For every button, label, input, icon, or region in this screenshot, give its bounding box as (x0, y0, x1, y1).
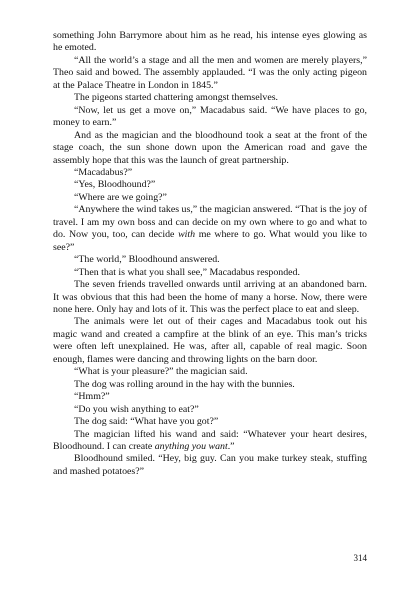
paragraph: “Now, let us get a move on,” Macadabus said. “We have places to go, money to earn.” (53, 104, 367, 129)
paragraph: The seven friends travelled onwards until arriving at an abandoned barn. It was obvious that this had been the home of many a horse. Now, there were none here. Only hay and lots of it. This was the perfect place to eat and sleep. (53, 279, 367, 315)
paragraph: “All the world’s a stage and all the men and women are merely players,” Theo said and bowed. The assembly applauded. “I was the only acting pigeon at the Palace Theatre in London in 1845.” (53, 54, 367, 91)
paragraph: “Then that is what you shall see,” Macadabus responded. (74, 266, 300, 278)
paragraph: The magician lifted his wand and said: “Whatever your heart desires, Bloodhound. I can create anything you want.” (53, 428, 367, 452)
paragraph: “Macadabus?” (74, 166, 133, 178)
paragraph: The pigeons started chattering amongst themselves. (74, 92, 279, 104)
paragraph: “Hmm?” (74, 391, 110, 403)
paragraph: “What is your pleasure?” the magician said. (74, 366, 248, 378)
paragraph: something John Barrymore about him as he read, his intense eyes glowing as he emoted. (53, 30, 367, 54)
paragraph: And as the magician and the bloodhound took a seat at the front of the stage coach, the sun shone down upon the American road and gave the assembly hope that this was the launch of great partnership. (53, 129, 367, 166)
paragraph: “Yes, Bloodhound?” (74, 179, 156, 191)
paragraph: The dog was rolling around in the hay with the bunnies. (74, 378, 295, 390)
paragraph: The animals were let out of their cages and Macadabus took out his magic wand and created a campfire at the blink of an eye. This man’s tricks were often left unexplained. He was, after all, capable of real magic. Soon enough, flames were dancing and throwing lights on the barn door. (53, 316, 367, 365)
paragraph: “The world,” Bloodhound answered. (74, 254, 220, 266)
page-number: 314 (353, 553, 367, 563)
paragraph: The dog said: “What have you got?” (74, 416, 219, 428)
paragraph: “Where are we going?” (74, 191, 167, 203)
paragraph: Bloodhound smiled. “Hey, big guy. Can you make turkey steak, stuffing and mashed potatoes?” (53, 453, 367, 477)
body-text (53, 30, 367, 478)
paragraph: “Do you wish anything to eat?” (74, 403, 199, 415)
paragraph: “Anywhere the wind takes us,” the magician answered. “That is the joy of travel. I am my own boss and can decide on my own where to go and what to do. Now you, too, can decide with me where to go. What would you like to see?” (53, 204, 367, 253)
